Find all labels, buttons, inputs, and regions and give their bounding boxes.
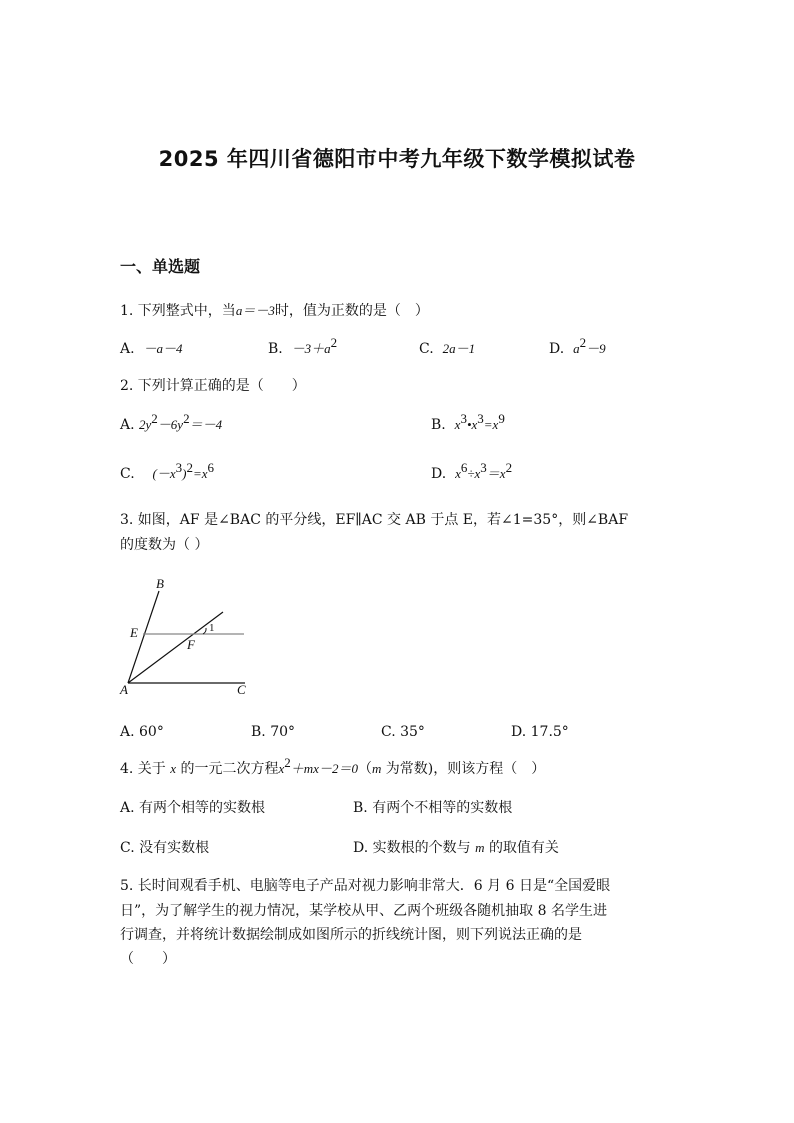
section-heading: 一、单选题 (120, 257, 201, 276)
question-4-option-a: A. 有两个相等的实数根 (120, 800, 266, 816)
question-3-option-c: C. 35° (381, 724, 425, 740)
label-f: F (187, 637, 195, 652)
label-a: A (120, 682, 128, 697)
question-3-option-a: A. 60° (120, 724, 164, 740)
question-2-option-b: B. $x^3•x^3=x^9$ (431, 411, 505, 433)
label-e: E (130, 625, 138, 640)
question-3-stem-line-2: 的度数为（ ） (120, 537, 209, 553)
question-5-stem-line-1: 5. 长时间观看手机、电脑等电子产品对视力影响非常大．6 月 6 日是“全国爱眼 (120, 878, 611, 894)
question-1-option-d: D. $a^2-9$ (549, 335, 606, 357)
question-1-condition: a＝－3 (235, 303, 275, 318)
question-3-option-d: D. 17.5° (511, 724, 569, 740)
question-3-geometry-figure (115, 573, 255, 698)
question-5-stem-line-4: （ ） (120, 951, 176, 967)
angle-1-arc (203, 628, 206, 634)
page-title: 2025 年四川省德阳市中考九年级下数学模拟试卷 (158, 147, 636, 171)
question-2-option-c: C. $(-x^3)^2=x^6$ (120, 460, 214, 482)
question-4-stem: 4. 关于 x 的一元二次方程$x^2+mx-2=0(m$ 为常数)，则该方程（ ） (120, 755, 546, 777)
question-4-option-b: B. 有两个不相等的实数根 (353, 800, 513, 816)
question-5-stem-line-2: 日”，为了解学生的视力情况，某学校从甲、乙两个班级各随机抽取 8 名学生进 (120, 903, 607, 919)
question-3-stem-line-1: 3. 如图，AF 是∠BAC 的平分线，EF∥AC 交 AB 于点 E，若∠1=35°，则∠BAF (120, 512, 629, 528)
question-4-option-c: C. 没有实数根 (120, 840, 210, 856)
label-angle-1: 1 (209, 622, 215, 634)
question-2-stem: 2. 下列计算正确的是（ ） (120, 378, 306, 394)
question-4-option-d: D. 实数根的个数与 m 的取值有关 (353, 840, 559, 856)
label-c: C (237, 682, 246, 697)
question-1-option-b: B. $-3+a^2$ (268, 335, 338, 357)
question-3-option-b: B. 70° (251, 724, 296, 740)
question-5-stem-line-3: 行调查，并将统计数据绘制成如图所示的折线统计图，则下列说法正确的是 (120, 927, 582, 943)
question-1-stem: 1. 下列整式中，当a＝－3时，值为正数的是（ ） (120, 303, 429, 319)
question-1-option-c: C. 2a－1 (419, 341, 476, 357)
question-1-option-a: A. －a－4 (120, 341, 183, 357)
question-2-option-d: D. $x^6\div x^3=x^2$ (431, 460, 513, 482)
question-2-option-a: A. $2y^2-6y^2=-4$ (120, 411, 223, 433)
label-b: B (156, 576, 164, 591)
